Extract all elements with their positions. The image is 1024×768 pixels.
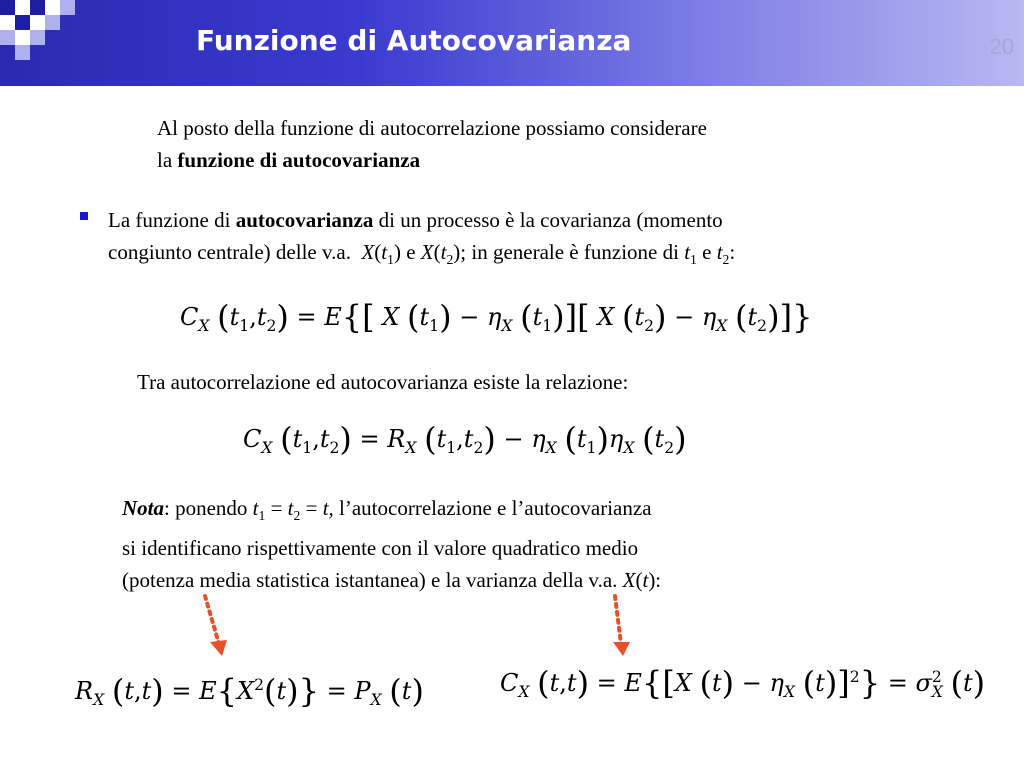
bullet-line-2: congiunto centrale) delle v.a. $X(t_1)$ e $X(t_2)$; in generale è funzione di $t_1$ e $t_2$: — [108, 240, 736, 268]
logo-squares-icon — [0, 0, 80, 62]
formula-mean-square: $R_X$ $(t,t) = E\{X^2(t)\} = P_X$ (t) — [75, 672, 424, 710]
page-number: 20 — [989, 34, 1014, 59]
slide-title: Funzione di Autocovarianza — [196, 24, 632, 57]
bullet-square-icon — [80, 212, 88, 220]
intro-bold-term: funzione di autocovarianza — [177, 148, 421, 172]
intro-line-2: la funzione di autocovarianza — [157, 148, 421, 172]
formula-variance: $C_X$ (t,t) = E{[X $(t) - \eta_X$ $(t)]^2\} = \sigma^2_X$ (t) — [500, 664, 986, 702]
intro-line-1: Al posto della funzione di autocorrelazione possiamo considerare — [157, 116, 707, 140]
bullet-paragraph — [108, 204, 735, 276]
header-bar — [0, 0, 1024, 86]
nota-line-2: si identificano rispettivamente con il valore quadratico medio — [122, 536, 639, 561]
nota-label: Nota — [122, 496, 164, 520]
left-dotted-arrow-icon — [195, 592, 235, 662]
right-dotted-arrow-icon — [605, 592, 645, 662]
bullet-bold-term: autocovarianza — [235, 208, 374, 232]
nota-line-3: (potenza media statistica istantanea) e la varianza della v.a. X(t): — [122, 568, 662, 593]
formula-autocovariance-definition: $C_X$ $(t_1,t_2) = E${[ X $(t_1) - \eta_X$ $(t_1)$][ X $(t_2) - \eta_X$ $(t_2)$]} — [180, 298, 813, 336]
nota-line-1: Nota: ponendo $t_1 = t_2 = t$, l’autocorrelazione e l’autocovarianza — [122, 496, 652, 524]
intro-paragraph — [157, 112, 707, 176]
relation-text: Tra autocorrelazione ed autocovarianza esiste la relazione: — [137, 370, 629, 394]
bullet-line-1: La funzione di autocovarianza di un processo è la covarianza (momento — [108, 208, 723, 232]
formula-relation: $C_X$ $(t_1,t_2) = R_X$ $(t_1,t_2) - \eta_X$ $(t_1)\eta_X$ $(t_2)$ — [243, 420, 687, 458]
nota-paragraph — [122, 492, 661, 596]
